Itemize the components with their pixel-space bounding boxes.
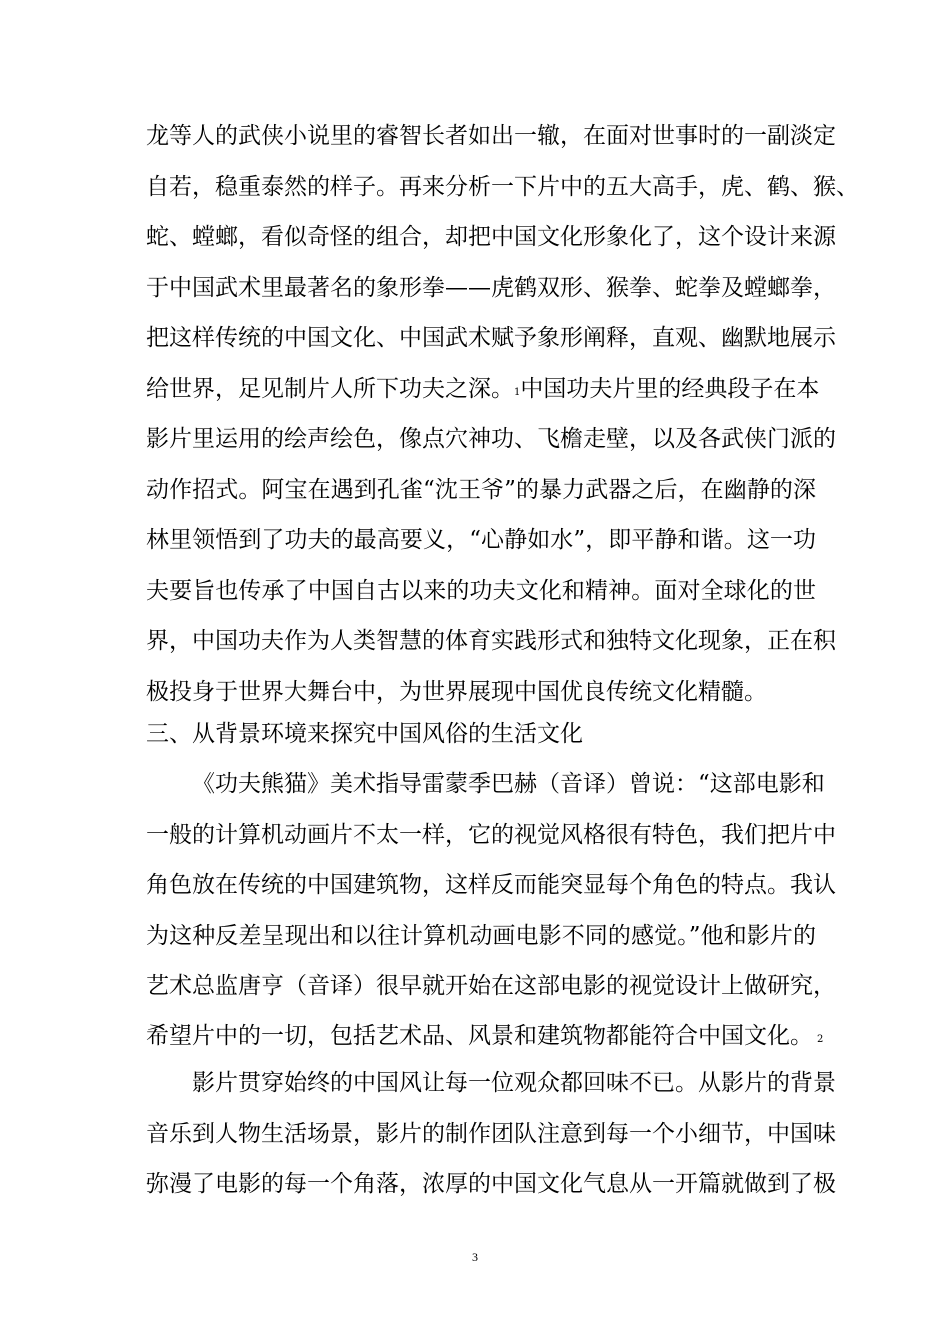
paragraph-1-line-12: 极投身于世界大舞台中，为世界展现中国优良传统文化精髓。 [146, 679, 767, 705]
page-number: 3 [472, 1250, 478, 1264]
paragraph-1-line-9: 林里领悟到了功夫的最高要义，“心静如水”，即平静和谐。这一功 [146, 527, 816, 553]
paragraph-2-line-6 [146, 1021, 824, 1056]
paragraph-1-line-4: 于中国武术里最著名的象形拳——虎鹤双形、猴拳、蛇拳及螳螂拳， [146, 275, 836, 301]
paragraph-2-line-3: 角色放在传统的中国建筑物，这样反而能突显每个角色的特点。我认 [146, 872, 836, 898]
section-heading: 三、从背景环境来探究中国风俗的生活文化 [146, 721, 583, 747]
paragraph-2-line-4: 为这种反差呈现出和以往计算机动画电影不同的感觉。”他和影片的 [146, 923, 816, 949]
paragraph-3-line-1: 影片贯穿始终的中国风让每一位观众都回味不已。从影片的背景 [192, 1070, 836, 1096]
paragraph-1-line-7: 影片里运用的绘声绘色，像点穴神功、飞檐走壁，以及各武侠门派的 [146, 426, 836, 452]
paragraph-1-line-2: 自若，稳重泰然的样子。再来分析一下片中的五大高手，虎、鹤、猴、 [146, 174, 859, 200]
footnote-mark-1: 1 [514, 387, 521, 398]
paragraph-2-line-6-text: 希望片中的一切，包括艺术品、风景和建筑物都能符合中国文化。 [146, 1023, 813, 1049]
paragraph-2-line-2: 一般的计算机动画片不太一样，它的视觉风格很有特色，我们把片中 [146, 822, 836, 848]
paragraph-1-line-6 [146, 374, 820, 409]
paragraph-2-line-5: 艺术总监唐亨（音译）很早就开始在这部电影的视觉设计上做研究， [146, 973, 836, 999]
paragraph-1-line-1: 龙等人的武侠小说里的睿智长者如出一辙，在面对世事时的一副淡定 [146, 123, 836, 149]
paragraph-1-line-8: 动作招式。阿宝在遇到孔雀“沈王爷”的暴力武器之后，在幽静的深 [146, 477, 816, 503]
paragraph-3-line-3: 弥漫了电影的每一个角落，浓厚的中国文化气息从一开篇就做到了极 [146, 1171, 836, 1197]
footnote-mark-2: 2 [817, 1034, 824, 1045]
paragraph-1-line-3: 蛇、螳螂，看似奇怪的组合，却把中国文化形象化了，这个设计来源 [146, 224, 836, 250]
paragraph-2-line-1: 《功夫熊猫》美术指导雷蒙季巴赫（音译）曾说：“这部电影和 [192, 771, 825, 797]
paragraph-1-line-6-text-a: 给世界，足见制片人所下功夫之深。 [146, 376, 514, 402]
paragraph-1-line-10: 夫要旨也传承了中国自古以来的功夫文化和精神。面对全球化的世 [146, 578, 816, 604]
paragraph-1-line-11: 界，中国功夫作为人类智慧的体育实践形式和独特文化现象，正在积 [146, 628, 836, 654]
paragraph-1-line-6-text-b: 中国功夫片里的经典段子在本 [520, 376, 820, 402]
paragraph-1-line-5: 把这样传统的中国文化、中国武术赋予象形阐释，直观、幽默地展示 [146, 325, 836, 351]
paragraph-3-line-2: 音乐到人物生活场景，影片的制作团队注意到每一个小细节，中国味 [146, 1121, 836, 1147]
